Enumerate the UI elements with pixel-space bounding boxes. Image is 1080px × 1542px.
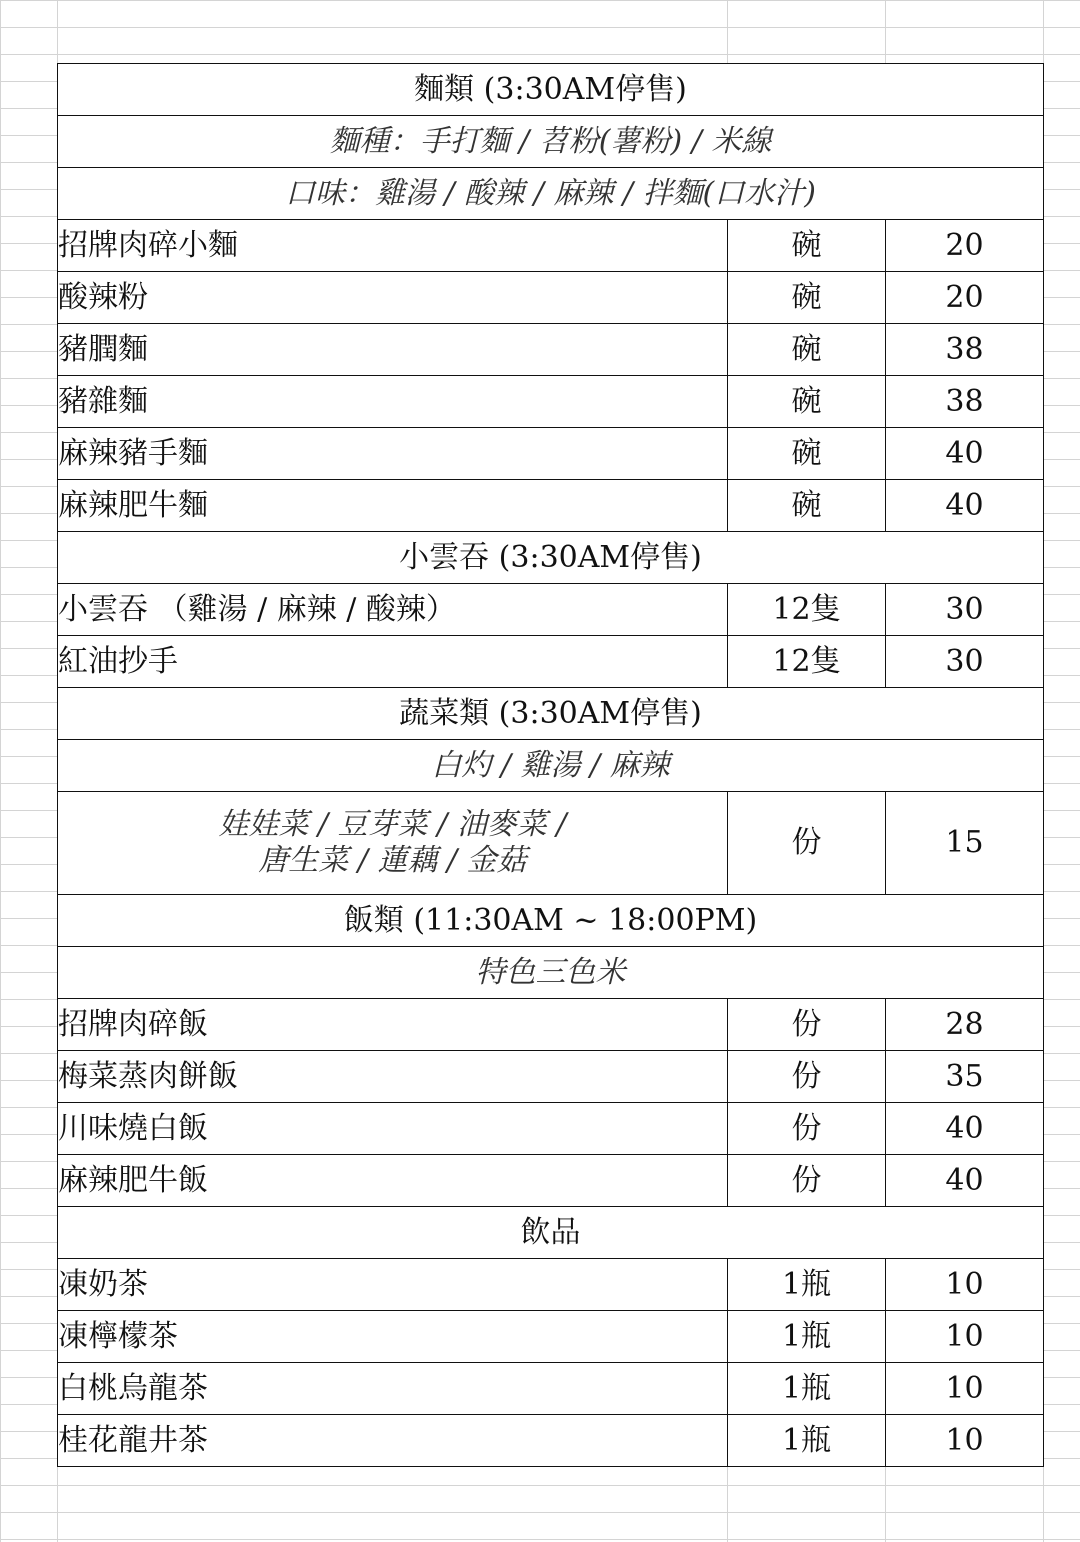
item-name: 桂花龍井茶 <box>58 1415 728 1467</box>
table-row <box>58 999 1044 1051</box>
table-row <box>58 480 1044 532</box>
item-unit: 份 <box>728 1103 886 1155</box>
item-name: 招牌肉碎飯 <box>58 999 728 1051</box>
item-price: 40 <box>886 428 1044 480</box>
item-name: 豬雜麵 <box>58 376 728 428</box>
item-name: 梅菜蒸肉餅飯 <box>58 1051 728 1103</box>
vegetable-items-line: 唐生菜 / 蓮藕 / 金菇 <box>258 843 527 878</box>
item-price: 38 <box>886 324 1044 376</box>
table-row <box>58 792 1044 895</box>
item-name: 豬膶麵 <box>58 324 728 376</box>
item-unit: 份 <box>728 999 886 1051</box>
item-name: 小雲吞 （雞湯 / 麻辣 / 酸辣） <box>58 584 728 636</box>
section-title-noodles: 麵類 (3:30AM停售) <box>58 64 1044 116</box>
item-unit: 碗 <box>728 324 886 376</box>
table-row <box>58 636 1044 688</box>
vegetable-items <box>58 792 728 895</box>
item-price: 10 <box>886 1415 1044 1467</box>
item-price: 20 <box>886 272 1044 324</box>
table-row <box>58 220 1044 272</box>
item-price: 10 <box>886 1363 1044 1415</box>
table-row <box>58 428 1044 480</box>
item-name: 麻辣豬手麵 <box>58 428 728 480</box>
item-price: 15 <box>886 792 1044 895</box>
item-unit: 1瓶 <box>728 1363 886 1415</box>
table-row <box>58 1259 1044 1311</box>
item-name: 白桃烏龍茶 <box>58 1363 728 1415</box>
vegetable-styles-note: 白灼 / 雞湯 / 麻辣 <box>58 740 1044 792</box>
item-unit: 碗 <box>728 376 886 428</box>
table-row <box>58 584 1044 636</box>
menu-table <box>57 63 1044 1467</box>
item-price: 10 <box>886 1259 1044 1311</box>
section-title-rice: 飯類 (11:30AM ~ 18:00PM) <box>58 895 1044 947</box>
table-row <box>58 1103 1044 1155</box>
item-price: 20 <box>886 220 1044 272</box>
item-price: 38 <box>886 376 1044 428</box>
table-row <box>58 1155 1044 1207</box>
table-row <box>58 1311 1044 1363</box>
item-unit: 1瓶 <box>728 1259 886 1311</box>
item-price: 10 <box>886 1311 1044 1363</box>
item-unit: 12隻 <box>728 584 886 636</box>
item-price: 40 <box>886 1103 1044 1155</box>
item-price: 40 <box>886 480 1044 532</box>
item-unit: 碗 <box>728 272 886 324</box>
item-unit: 份 <box>728 792 886 895</box>
item-name: 麻辣肥牛麵 <box>58 480 728 532</box>
item-name: 凍奶茶 <box>58 1259 728 1311</box>
table-row <box>58 1363 1044 1415</box>
table-row <box>58 1415 1044 1467</box>
item-name: 招牌肉碎小麵 <box>58 220 728 272</box>
table-row <box>58 1051 1044 1103</box>
item-unit: 份 <box>728 1051 886 1103</box>
table-row <box>58 272 1044 324</box>
item-price: 28 <box>886 999 1044 1051</box>
item-name: 酸辣粉 <box>58 272 728 324</box>
item-price: 35 <box>886 1051 1044 1103</box>
table-row <box>58 324 1044 376</box>
item-name: 川味燒白飯 <box>58 1103 728 1155</box>
section-title-wonton: 小雲吞 (3:30AM停售) <box>58 532 1044 584</box>
noodle-flavors-note: 口味：雞湯 / 酸辣 / 麻辣 / 拌麵(口水汁) <box>58 168 1044 220</box>
item-unit: 12隻 <box>728 636 886 688</box>
section-title-vegetables: 蔬菜類 (3:30AM停售) <box>58 688 1044 740</box>
item-unit: 1瓶 <box>728 1415 886 1467</box>
item-price: 40 <box>886 1155 1044 1207</box>
vegetable-items-line: 娃娃菜 / 豆芽菜 / 油麥菜 / <box>218 807 567 842</box>
item-price: 30 <box>886 584 1044 636</box>
item-unit: 碗 <box>728 220 886 272</box>
item-name: 紅油抄手 <box>58 636 728 688</box>
item-name: 凍檸檬茶 <box>58 1311 728 1363</box>
item-unit: 碗 <box>728 428 886 480</box>
rice-note: 特色三色米 <box>58 947 1044 999</box>
noodle-types-note: 麵種：手打麵 / 苕粉(薯粉) / 米線 <box>58 116 1044 168</box>
section-title-drinks: 飲品 <box>58 1207 1044 1259</box>
item-unit: 份 <box>728 1155 886 1207</box>
table-row <box>58 376 1044 428</box>
item-name: 麻辣肥牛飯 <box>58 1155 728 1207</box>
item-price: 30 <box>886 636 1044 688</box>
item-unit: 碗 <box>728 480 886 532</box>
item-unit: 1瓶 <box>728 1311 886 1363</box>
